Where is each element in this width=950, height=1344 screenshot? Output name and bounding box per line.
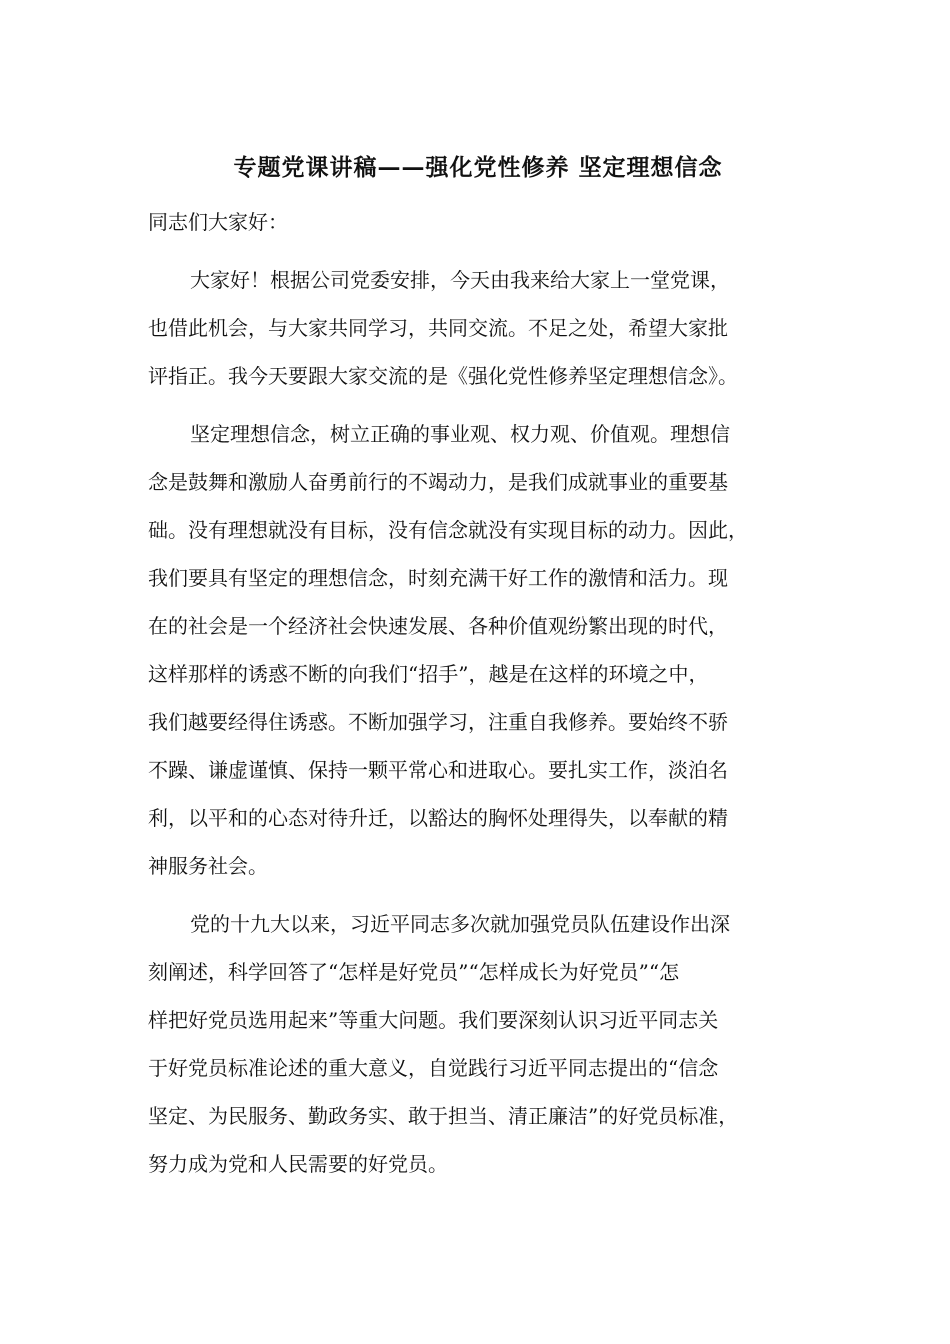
paragraph-line: 努力成为党和人民需要的好党员。 bbox=[148, 1152, 448, 1176]
paragraph-line: 大家好！根据公司党委安排，今天由我来给大家上一堂党课， bbox=[190, 268, 730, 292]
paragraph-line: 我们越要经得住诱惑。不断加强学习，注重自我修养。要始终不骄 bbox=[148, 710, 728, 734]
paragraph-line: 我们要具有坚定的理想信念，时刻充满干好工作的激情和活力。现 bbox=[148, 566, 728, 590]
paragraph-1 bbox=[148, 256, 808, 400]
document-title: 专题党课讲稿——强化党性修养 坚定理想信念 bbox=[233, 154, 723, 181]
paragraph-2 bbox=[148, 410, 808, 890]
paragraph-line: 也借此机会，与大家共同学习，共同交流。不足之处，希望大家批 bbox=[148, 316, 728, 340]
paragraph-line: 坚定理想信念，树立正确的事业观、权力观、价值观。理想信 bbox=[190, 422, 730, 446]
salutation: 同志们大家好： bbox=[148, 210, 288, 234]
paragraph-line: 刻阐述，科学回答了“怎样是好党员”“怎样成长为好党员”“怎 bbox=[148, 960, 680, 984]
paragraph-line: 这样那样的诱惑不断的向我们“招手”，越是在这样的环境之中， bbox=[148, 662, 709, 686]
paragraph-line: 神服务社会。 bbox=[148, 854, 268, 878]
paragraph-line: 样把好党员选用起来”等重大问题。我们要深刻认识习近平同志关 bbox=[148, 1008, 719, 1032]
paragraph-line: 评指正。我今天要跟大家交流的是《强化党性修养坚定理想信念》。 bbox=[148, 364, 738, 388]
paragraph-line: 坚定、为民服务、勤政务实、敢于担当、清正廉洁”的好党员标准， bbox=[148, 1104, 739, 1128]
paragraph-line: 不躁、谦虚谨慎、保持一颗平常心和进取心。要扎实工作，淡泊名 bbox=[148, 758, 728, 782]
paragraph-line: 础。没有理想就没有目标，没有信念就没有实现目标的动力。因此， bbox=[148, 518, 748, 542]
paragraph-line: 利，以平和的心态对待升迁，以豁达的胸怀处理得失，以奉献的精 bbox=[148, 806, 728, 830]
document-page bbox=[148, 150, 808, 1198]
paragraph-3 bbox=[148, 900, 808, 1188]
paragraph-line: 党的十九大以来，习近平同志多次就加强党员队伍建设作出深 bbox=[190, 912, 730, 936]
paragraph-line: 念是鼓舞和激励人奋勇前行的不竭动力，是我们成就事业的重要基 bbox=[148, 470, 728, 494]
paragraph-line: 于好党员标准论述的重大意义，自觉践行习近平同志提出的“信念 bbox=[148, 1056, 719, 1080]
paragraph-line: 在的社会是一个经济社会快速发展、各种价值观纷繁出现的时代， bbox=[148, 614, 728, 638]
